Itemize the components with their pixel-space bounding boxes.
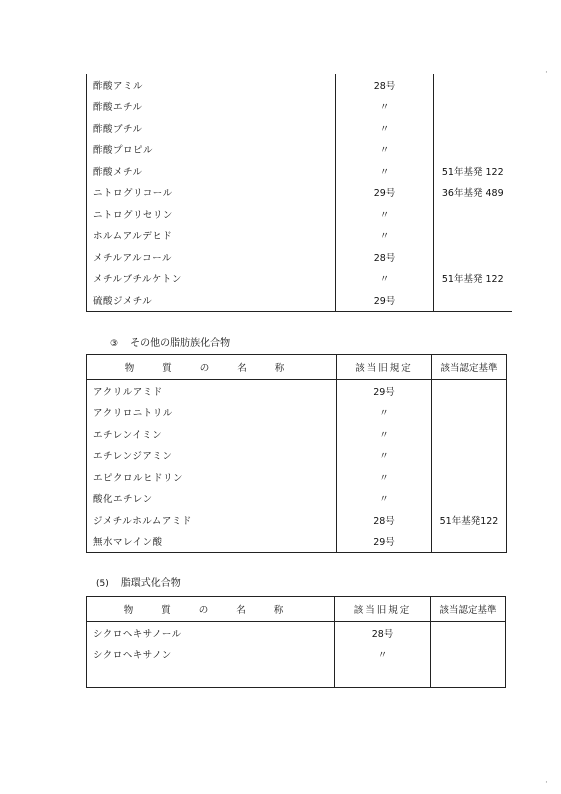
old-regulation-cell: 28号	[337, 509, 432, 531]
certification-standard-cell	[434, 289, 512, 311]
old-regulation-cell: 〃	[337, 423, 432, 445]
old-regulation-cell: 〃	[337, 488, 432, 510]
scan-speck: ·	[545, 778, 548, 788]
table-aliphatic-continued	[86, 74, 512, 312]
table-row	[87, 182, 512, 204]
old-regulation-cell: 〃	[336, 139, 434, 161]
substance-name-cell: エピクロルヒドリン	[93, 472, 184, 484]
header-old-regulation: 該当旧規定	[335, 597, 431, 622]
certification-standard-cell	[431, 644, 506, 666]
table-row	[87, 423, 507, 445]
table2-body	[87, 380, 507, 553]
table-row	[87, 402, 507, 424]
header-substance-name: 物質の名称	[87, 355, 337, 380]
table3-body	[87, 622, 506, 666]
certification-standard-cell: 51年基発 122	[434, 268, 512, 290]
certification-standard-cell	[432, 531, 507, 553]
substance-name-cell: 硫酸ジメチル	[93, 295, 153, 307]
substance-name-cell: シクロヘキサノール	[93, 628, 182, 640]
table2-header	[87, 355, 507, 380]
section-title: その他の脂肪族化合物	[130, 338, 231, 349]
substance-name-cell: アクリルアミド	[93, 386, 163, 398]
certification-standard-cell: 36年基発 489	[434, 182, 512, 204]
certification-standard-cell	[432, 423, 507, 445]
section-title: 脂環式化合物	[120, 578, 181, 589]
table-row	[87, 139, 512, 161]
section-heading-alicyclic	[96, 574, 181, 589]
old-regulation-cell: 29号	[336, 289, 434, 311]
certification-standard-cell	[432, 380, 507, 402]
table-row	[87, 380, 507, 402]
certification-standard-cell	[431, 622, 506, 644]
substance-name-cell: 無水マレイン酸	[93, 537, 163, 549]
substance-name-cell: エチレンイミン	[93, 429, 163, 441]
certification-standard-cell	[434, 246, 512, 268]
table-alicyclic	[86, 596, 506, 688]
certification-standard-cell	[434, 225, 512, 247]
table-row	[87, 289, 512, 311]
old-regulation-cell: 29号	[337, 531, 432, 553]
substance-name-cell: ニトログリセリン	[93, 209, 173, 221]
certification-standard-cell: 51年基発122	[432, 509, 507, 531]
old-regulation-cell: 〃	[336, 117, 434, 139]
table-row	[87, 203, 512, 225]
old-regulation-cell: 〃	[336, 203, 434, 225]
table-row	[87, 509, 507, 531]
table-row	[87, 445, 507, 467]
substance-name-cell: 酸化エチレン	[93, 494, 153, 506]
substance-name-cell: 酢酸メチル	[93, 166, 143, 178]
section-number: (5)	[96, 579, 109, 589]
table-row	[87, 225, 512, 247]
substance-name-cell: メチルアルコール	[93, 252, 172, 264]
certification-standard-cell: 51年基発 122	[434, 160, 512, 182]
substance-name-cell: シクロヘキサノン	[93, 650, 172, 662]
table-row	[87, 160, 512, 182]
old-regulation-cell: 〃	[336, 160, 434, 182]
table-row	[87, 466, 507, 488]
substance-name-cell: 酢酸プロピル	[93, 145, 154, 157]
table1-body	[87, 74, 512, 311]
substance-name-cell: 酢酸アミル	[93, 80, 144, 92]
certification-standard-cell	[434, 139, 512, 161]
substance-name-cell: エチレンジアミン	[93, 451, 173, 463]
certification-standard-cell	[434, 96, 512, 118]
substance-name-cell: 酢酸ブチル	[93, 123, 143, 135]
scan-speck: ·	[545, 68, 548, 78]
table3-header	[87, 597, 506, 622]
old-regulation-cell: 〃	[337, 402, 432, 424]
table-row	[87, 488, 507, 510]
old-regulation-cell: 〃	[336, 225, 434, 247]
old-regulation-cell: 28号	[336, 74, 434, 96]
table-row	[87, 117, 512, 139]
certification-standard-cell	[432, 488, 507, 510]
substance-name-cell: アクリロニトリル	[93, 408, 173, 420]
table-row	[87, 96, 512, 118]
header-substance-name: 物質の名称	[87, 597, 335, 622]
table-row	[87, 74, 512, 96]
table-row	[87, 246, 512, 268]
certification-standard-cell	[434, 117, 512, 139]
old-regulation-cell: 29号	[337, 380, 432, 402]
certification-standard-cell	[432, 445, 507, 467]
old-regulation-cell: 〃	[336, 268, 434, 290]
old-regulation-cell: 〃	[337, 445, 432, 467]
old-regulation-cell: 〃	[337, 466, 432, 488]
old-regulation-cell: 〃	[335, 644, 431, 666]
section-heading-other-aliphatic	[110, 334, 230, 349]
certification-standard-cell	[432, 466, 507, 488]
table-row	[87, 268, 512, 290]
certification-standard-cell	[432, 402, 507, 424]
substance-name-cell: ホルムアルデヒド	[93, 231, 173, 243]
certification-standard-cell	[434, 74, 512, 96]
substance-name-cell: ジメチルホルムアミド	[93, 515, 192, 527]
substance-name-cell: ニトログリコール	[93, 188, 173, 200]
table-row	[87, 644, 506, 666]
substance-name-cell: メチルブチルケトン	[93, 274, 182, 286]
header-certification-standard: 該当認定基準	[432, 355, 507, 380]
header-old-regulation: 該当旧規定	[337, 355, 432, 380]
old-regulation-cell: 28号	[335, 622, 431, 644]
substance-name-cell: 酢酸エチル	[93, 102, 143, 114]
table-row	[87, 531, 507, 553]
old-regulation-cell: 28号	[336, 246, 434, 268]
table-other-aliphatic	[86, 354, 507, 553]
header-certification-standard: 該当認定基準	[431, 597, 506, 622]
old-regulation-cell: 〃	[336, 96, 434, 118]
old-regulation-cell: 29号	[336, 182, 434, 204]
section-number: ③	[110, 339, 119, 349]
table-row	[87, 622, 506, 644]
certification-standard-cell	[434, 203, 512, 225]
